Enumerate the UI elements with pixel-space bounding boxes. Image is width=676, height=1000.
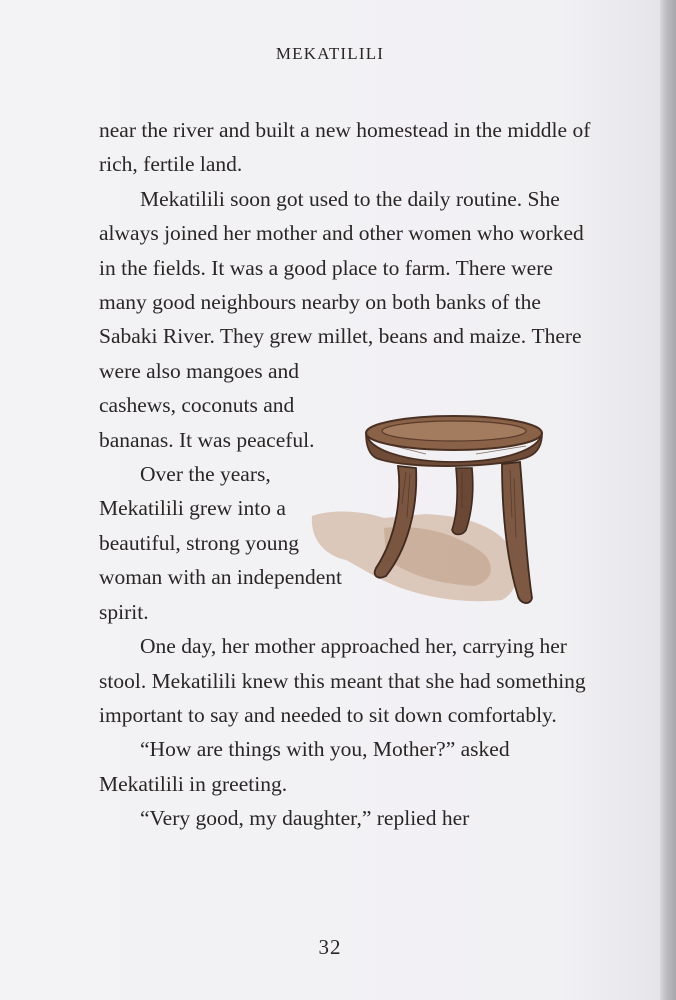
paragraph-2-part-a: Mekatilili soon got used to the daily routine. She always joined her mother and other women who worked in the fields. It was a good place to farm. There were many good neighbours nearby on both banks of the Sabaki River. They grew millet, beans and maize. <box>99 186 584 349</box>
stool-seat-hollow <box>382 421 526 441</box>
paragraph-2-part-b: There were also mangoes and cashews, coconuts and bananas. It was peaceful. <box>99 324 582 452</box>
paragraph-3: Over the years, Mekatilili grew into a beautiful, strong young woman with an independent spirit. <box>99 462 343 624</box>
paragraph-4: One day, her mother approached her, carrying her stool. Mekatilili knew this meant that she had something important to say and needed to sit down comfortably. <box>99 634 586 727</box>
paragraph-6: “Very good, my daughter,” replied her <box>140 806 470 831</box>
paragraph-1: near the river and built a new homestead in the middle of rich, fertile land. <box>99 118 591 177</box>
page-edge <box>660 0 676 1000</box>
wooden-stool-illustration <box>306 408 556 618</box>
paragraph-5: “How are things with you, Mother?” asked Mekatilili in greeting. <box>99 737 510 796</box>
page-number: 32 <box>318 935 342 959</box>
running-head: MEKATILILI <box>275 44 385 63</box>
